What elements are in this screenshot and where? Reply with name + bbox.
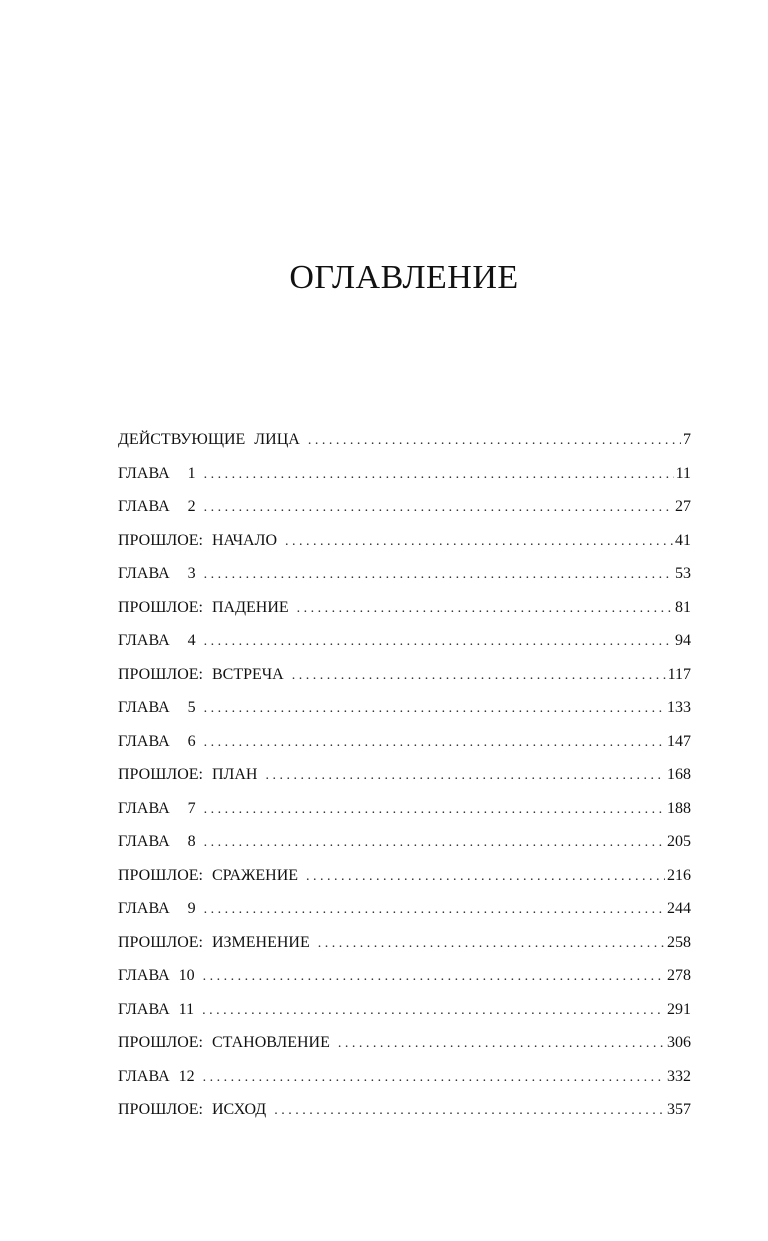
toc-entry[interactable] — [118, 829, 691, 863]
toc-entry[interactable] — [118, 796, 691, 830]
toc-entry-label: ГЛАВА 4 — [118, 632, 196, 649]
toc-entry[interactable] — [118, 1030, 691, 1064]
toc-entry[interactable] — [118, 896, 691, 930]
toc-entry[interactable] — [118, 427, 691, 461]
dot-leader — [292, 663, 666, 689]
dot-leader — [297, 596, 673, 622]
toc-entry-page-number: 53 — [675, 565, 691, 582]
toc-entry-label: ДЕЙСТВУЮЩИЕ ЛИЦА — [118, 431, 300, 448]
toc-title: ОГЛАВЛЕНИЕ — [289, 259, 519, 296]
dot-leader — [204, 830, 665, 856]
dot-leader — [204, 797, 665, 823]
dot-leader — [202, 998, 665, 1024]
dot-leader — [203, 1065, 665, 1091]
toc-entry-page-number: 41 — [675, 531, 691, 549]
toc-entry-page-number: 258 — [667, 933, 691, 951]
dot-leader — [204, 629, 673, 655]
toc-entry-page-number: 291 — [667, 1000, 691, 1018]
toc-entry[interactable] — [118, 662, 691, 696]
toc-entry-page-number: 205 — [667, 833, 691, 850]
toc-entry[interactable] — [118, 729, 691, 763]
toc-entry-label: ГЛАВА 6 — [118, 732, 196, 750]
toc-entry-page-number: 244 — [667, 900, 691, 917]
toc-entry-page-number: 27 — [675, 498, 691, 515]
toc-entry-label: ГЛАВА 8 — [118, 833, 196, 850]
toc-entry[interactable] — [118, 561, 691, 595]
toc-entry-page-number: 278 — [667, 967, 691, 984]
toc-entry-label: ПРОШЛОЕ: ИСХОД — [118, 1101, 267, 1118]
dot-leader — [306, 864, 665, 890]
dot-leader — [308, 428, 681, 454]
toc-entry-page-number: 117 — [667, 665, 691, 683]
toc-entry-label: ГЛАВА 7 — [118, 799, 196, 817]
dot-leader — [204, 696, 665, 722]
toc-entry[interactable] — [118, 628, 691, 662]
dot-leader — [318, 931, 665, 957]
dot-leader — [274, 1098, 665, 1124]
toc-entry-page-number: 147 — [667, 732, 691, 750]
dot-leader — [204, 897, 665, 923]
toc-entry-label: ГЛАВА 3 — [118, 565, 196, 582]
toc-entry-page-number: 216 — [667, 866, 691, 884]
toc-entry-label: ПРОШЛОЕ: ИЗМЕНЕНИЕ — [118, 933, 310, 951]
toc-entry-page-number: 188 — [667, 799, 691, 817]
dot-leader — [338, 1031, 665, 1057]
toc-entry[interactable] — [118, 997, 691, 1031]
toc-entry-label: ПРОШЛОЕ: СРАЖЕНИЕ — [118, 866, 299, 884]
dot-leader — [265, 763, 665, 789]
toc-entry[interactable] — [118, 695, 691, 729]
dot-leader — [285, 529, 673, 555]
toc-entry-label: ГЛАВА 10 — [118, 967, 195, 984]
toc-entry-page-number: 11 — [675, 464, 691, 482]
toc-entry-label: ГЛАВА 2 — [118, 498, 196, 515]
toc-entry[interactable] — [118, 762, 691, 796]
toc-entry[interactable] — [118, 461, 691, 495]
toc-entry[interactable] — [118, 1097, 691, 1131]
toc-entry-page-number: 168 — [667, 766, 691, 783]
toc-entry[interactable] — [118, 528, 691, 562]
toc-entry-label: ГЛАВА 5 — [118, 699, 196, 716]
toc-entry[interactable] — [118, 963, 691, 997]
toc-entry-page-number: 357 — [667, 1101, 691, 1118]
toc-entry-label: ПРОШЛОЕ: ПАДЕНИЕ — [118, 598, 289, 616]
toc-entry-label: ГЛАВА 9 — [118, 900, 196, 917]
toc-entry[interactable] — [118, 494, 691, 528]
toc-entry[interactable] — [118, 1064, 691, 1098]
toc-entry-label: ПРОШЛОЕ: ВСТРЕЧА — [118, 665, 284, 683]
toc-entry-label: ПРОШЛОЕ: ПЛАН — [118, 766, 258, 783]
toc-entry-label: ПРОШЛОЕ: НАЧАЛО — [118, 531, 278, 549]
toc-entry-label: ПРОШЛОЕ: СТАНОВЛЕНИЕ — [118, 1034, 330, 1051]
dot-leader — [203, 964, 665, 990]
toc-entry-label: ГЛАВА 11 — [118, 1000, 195, 1018]
toc-entry-page-number: 7 — [683, 431, 691, 448]
toc-entry[interactable] — [118, 930, 691, 964]
toc-entry-label: ГЛАВА 12 — [118, 1067, 195, 1085]
toc-entry-page-number: 332 — [667, 1067, 691, 1085]
toc-list — [118, 427, 691, 1131]
toc-entry[interactable] — [118, 595, 691, 629]
toc-entry-page-number: 133 — [667, 699, 691, 716]
dot-leader — [204, 562, 673, 588]
toc-entry[interactable] — [118, 863, 691, 897]
toc-entry-page-number: 306 — [667, 1034, 691, 1051]
toc-entry-page-number: 81 — [675, 598, 691, 616]
toc-entry-page-number: 94 — [675, 632, 691, 649]
toc-entry-label: ГЛАВА 1 — [118, 464, 196, 482]
dot-leader — [204, 495, 673, 521]
dot-leader — [204, 462, 674, 488]
dot-leader — [204, 730, 665, 756]
